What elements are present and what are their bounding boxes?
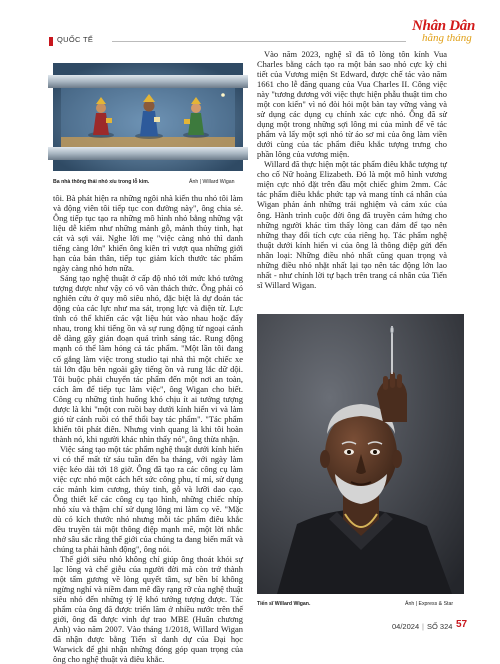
section-marker xyxy=(49,37,53,46)
paragraph: Sáng tạo nghệ thuật ở cấp độ nhỏ tới mức khó tưởng tượng được như vậy có vô vàn thách thức. Ông phải có nghiên cứu ở quy mô siêu nhỏ, đặc biệt là dự đoán tác động của các lực như ma sát, trọng lực và điện từ. Lực tĩnh có thể khiến các vật liệu hút vào nhau hoặc đẩy nhau, trong khi tiếng ồn và sự rung động từ ngoại cảnh dễ dàng gây gián đoạn quá trình sáng tác. Rung động mạnh có thể làm hỏng cả tác phẩm. "Một lần tôi đang cố gắng làm việc trong studio tại nhà thì một chiếc xe tải lớn đậu bên ngoài gây tiếng ồn và rung lắc dữ dội. Tôi buộc phải chuyển tác phẩm đến một nơi an toàn, cách âm để tiếp tục làm việc", ông Wigan cho biết. Công cụ những tình huống khó chịu ít ai tưởng tượng được là khi "một con ruồi bay dưới kính hiển vi và làm gió từ cánh ruồi có thể thổi bay tác phẩm". "Tác phẩm khiến tôi phát điên. Nhưng vinh quang là khi tôi hoàn thành nó, khi người khác nhìn thấy nó", ông thừa nhận. xyxy=(53,273,243,444)
photo1-caption: Ba nhà thông thái nhỏ xíu trong lỗ kim. xyxy=(53,179,150,185)
photo1-credit: Ảnh | Willard Wigan xyxy=(189,179,235,185)
paragraph: Willard đã thực hiện một tác phẩm điêu khắc tượng tự cho cố Nữ hoàng Elizabeth. Đó là một mô hình vương miện cực nhỏ đặt trên đầu một chiếc ghim 2mm. Các tác phẩm điêu khắc phức tạp và mang tính cá nhân của Wigan phản ánh những trải nghiệm và cảm xúc của ông. Hành trình cuộc đời ông đã truyền cảm hứng cho những người khác tìm thấy lòng can đảm để tạo nên những thay đổi tích cực của riêng họ. Tác phẩm nghệ thuật dưới kính hiển vi của ông là thông điệp gửi đến nhân loại: Những điều nhỏ nhất cũng quan trọng và những điều nhỏ nhặt nhất lại tạo nên tác động lớn lao nhất - như chính lời tự bạch trên trang cá nhân của Tiến sĩ Willard Wigan. xyxy=(257,159,447,290)
needle-miniature-illustration xyxy=(53,63,243,171)
page-number: 57 xyxy=(456,619,468,630)
issue-number: SỐ 324 xyxy=(427,622,453,631)
footer-separator: | xyxy=(422,622,424,631)
issue-date: 04/2024 xyxy=(392,622,420,631)
article-column-right xyxy=(257,49,447,290)
paragraph: Việc sáng tạo một tác phẩm nghệ thuật dưới kính hiển vi có thể mất từ sáu tuần đến ba tháng, với ngày làm việc kéo dài tới 18 giờ. Ông đã tạo ra các công cụ làm việc cực nhỏ một cách hết sức công phu, tỉ mỉ, sử dụng các mảnh kim cương, thủy tinh, gỗ và lưỡi dao cạo. Ông thiết kế các công cụ tạo hình, những chiếc nhíp nhỏ xíu và thậm chí sử dụng lông mi làm cọ vẽ. "Mặc dù có kích thước nhỏ nhưng mỗi tác phẩm điêu khắc đều truyền tải một thông điệp mạnh mẽ, một lời nhắc nhở sâu sắc rằng thế giới của chúng ta đang biến mất và chúng ta phải hành động", ông nói. xyxy=(53,443,243,555)
article-column-left xyxy=(53,193,243,664)
logo-subtitle: hằng tháng xyxy=(422,32,472,44)
header-divider xyxy=(112,41,406,42)
photo-three-wise-men xyxy=(53,63,243,171)
photo2-credit: Ảnh | Express & Star xyxy=(405,601,454,607)
photo-willard-wigan xyxy=(257,314,464,594)
paragraph: Vào năm 2023, nghệ sĩ đã tô lòng tôn kính Vua Charles bằng cách tạo ra một bản sao nhỏ cực kỳ chi tiết của Vương miện St Edward, được chế tác vào năm 1661 cho lễ đăng quang của Vua Charles II. Công việc này "tương đương với việc thực hiện phẫu thuật tim cho một con kiến" vì nó đòi hỏi một bàn tay vững vàng và sử dụng các dụng cụ chính xác cực nhỏ. Ông đã sử dụng một trong những sợi lông mi của mình để vẽ tác phẩm và lấy một sợi nhỏ từ áo sơ mi của ông làm viền dưới cùng của tác phẩm điêu khắc tượng trưng cho phần lông của vương miện. xyxy=(257,49,447,160)
paragraph: Thế giới siêu nhỏ không chỉ giúp ông thoát khỏi sự lạc lõng và chế giễu của người đời mà còn trở thành một tấm gương về lòng quyết tâm, sự bền bỉ không ngừng nghỉ và niềm đam mê đầy rạng rỡ của nghệ thuật siêu nhỏ đến những tỷ lệ khó tưởng tượng được. Tác phẩm của ông đã được triển lãm ở nhiều nước trên thế giới, ông đã được vinh dự trao MBE (Huân chương Anh) vào năm 2007. Vào tháng 1/2018, Willard Wigan đã nhận được bằng Tiến sĩ danh dự của Đại học Warwick để ghi nhận những đóng góp quan trọng của ông cho nghệ thuật và điêu khắc. xyxy=(53,554,243,664)
section-label: QUỐC TẾ xyxy=(57,35,94,44)
photo2-caption: Tiến sĩ Willard Wigan. xyxy=(257,601,311,607)
paragraph: tôi. Bà phát hiện ra những ngôi nhà kiến thu nhỏ tôi làm và động viên tôi tiếp tục con đường này", ông chia sẻ. Ông tiếp tục tạo ra những mô hình nhỏ bằng những vật liệu dễ kiếm như những mảnh gỗ, mảnh thủy tinh, hạt cát và sợi vải. Nghe lời mẹ "việc càng nhỏ thì danh tiếng càng lớn" khiến ông kiên trì vượt qua những giới hạn của bản thân, tiếp tục giảm kích thước tác phẩm ngày càng nhỏ hơn nữa. xyxy=(53,193,243,274)
portrait-illustration xyxy=(257,314,464,594)
logo-title: Nhân Dân xyxy=(412,18,476,34)
